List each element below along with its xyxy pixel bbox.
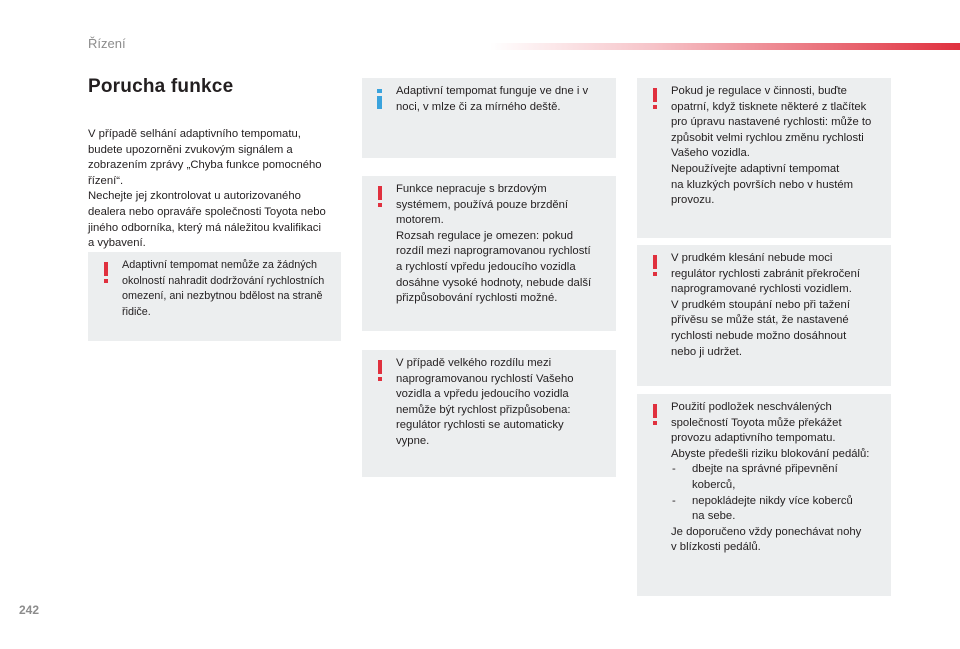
warning-note-col3-3 [637,394,891,596]
warning-note-col3-2 [637,245,891,386]
warning-icon [371,184,389,208]
note-text: Adaptivní tempomat nemůže za žádných okolností nahradit dodržování rychlostních omezení, ani nezbytnou bdělost na straně řidiče. [122,259,325,318]
bullet-marker: - [672,494,676,507]
warning-note-col3-1 [637,78,891,238]
warning-icon [646,86,664,110]
note-text: Pokud je regulace v činnosti, buďte opatrní, když tisknete některé z tlačítek pro úpravu nastavené rychlosti: může to způsobit velmi rychlou změnu rychlosti Vašeho vozidla. Nepoužívejte adaptivní tempomat na kluzkých površích nebo v hustém provozu. [671,85,872,207]
list-item [671,462,881,493]
bullet-list [671,462,881,524]
note-text: Je doporučeno vždy ponechávat nohy v blízkosti pedálů. [671,525,862,554]
header-gradient-bar [490,43,960,50]
page-title: Porucha funkce [88,76,234,97]
note-text: Funkce nepracuje s brzdovým systémem, používá pouze brzdění motorem. Rozsah regulace je omezen: pokud rozdíl mezi naprogramovanou rychlostí a rychlostí vpředu jedoucího vozidla dosáhne vysoké hodnoty, nebude další přizpůsobování rychlosti možné. [396,183,592,305]
info-icon [371,86,389,110]
warning-icon [646,253,664,277]
list-item-text: dbejte na správné připevnění koberců, [692,463,838,491]
note-text: Použití podložek neschválených společností Toyota může překážet provozu adaptivního tempomatu. Abyste předešli riziku blokování pedálů: [671,401,870,460]
warning-icon [371,358,389,382]
warning-note-col2-1 [362,176,616,331]
list-item-text: nepokládejte nikdy více koberců na sebe. [692,494,853,523]
list-item [671,494,881,525]
info-note-col2 [362,78,616,158]
page-number: 242 [19,603,40,617]
section-title: Řízení [88,36,126,51]
note-text: Adaptivní tempomat funguje ve dne i v noci, v mlze či za mírného deště. [396,85,589,113]
note-text: V případě velkého rozdílu mezi naprogramovanou rychlostí Vašeho vozidla a vpředu jedoucího vozidla nemůže být rychlost přizpůsobena: regulátor rychlosti se automaticky vypne. [396,357,574,447]
warning-note-col1 [88,252,341,341]
warning-icon [646,402,664,426]
note-text: V prudkém klesání nebude moci regulátor rychlosti zabránit překročení naprogramované rychlosti vozidlem. V prudkém stoupání nebo při tažení přívěsu se může stát, že nastavené rychlosti nebude možno dosáhnout nebo ji udržet. [671,252,860,358]
warning-icon [97,260,115,284]
warning-note-col2-2 [362,350,616,477]
intro-paragraph: V případě selhání adaptivního tempomatu, budete upozorněni zvukovým signálem a zobrazením zprávy „Chyba funkce pomocného řízení“. Nechejte jej zkontrolovat u autorizovaného dealera nebo opraváře společnosti Toyota nebo jiného odborníka, který má náležitou kvalifikaci a vybavení. [88,128,326,250]
bullet-marker: - [672,463,676,476]
